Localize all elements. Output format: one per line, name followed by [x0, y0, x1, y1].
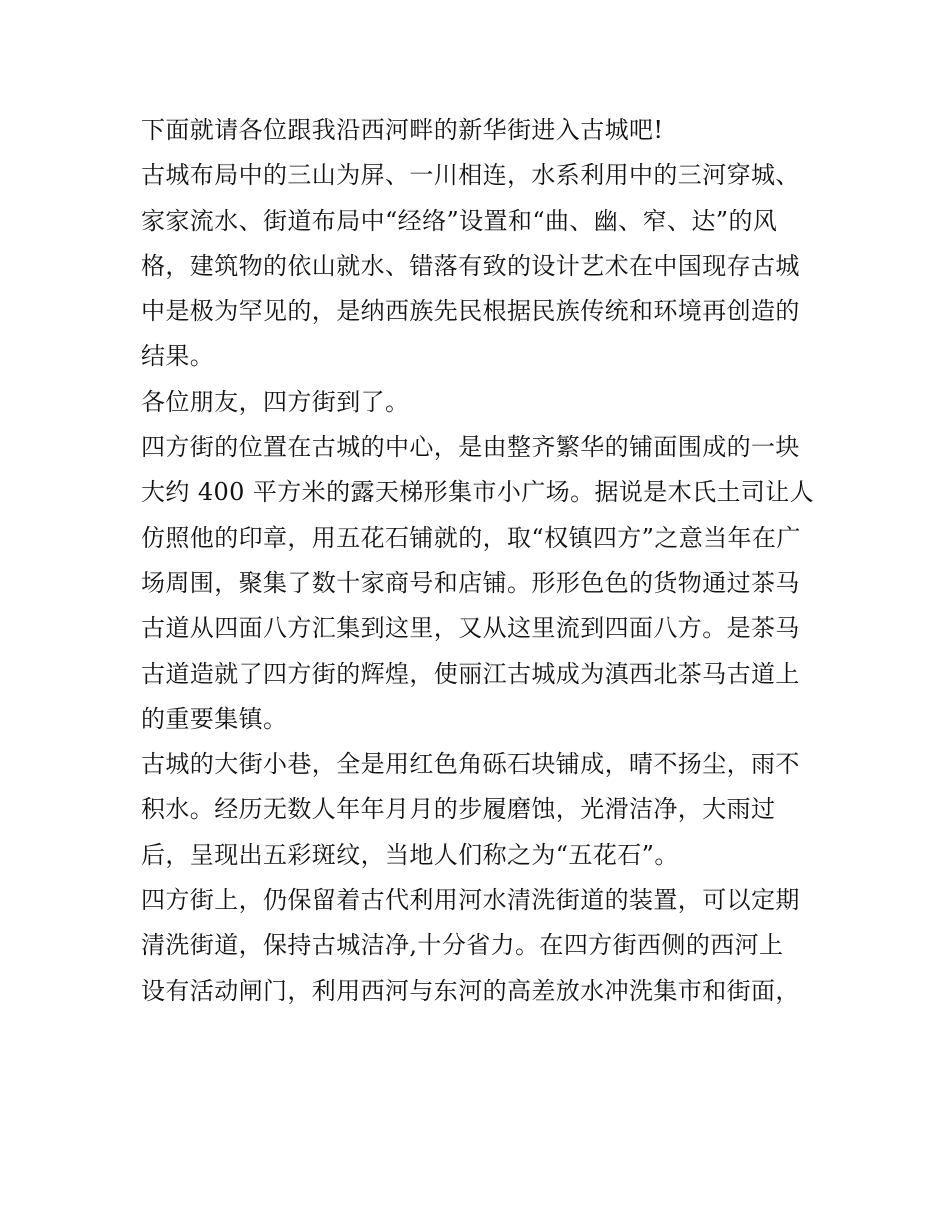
text-line-20: 设有活动闸门，利用西河与东河的高差放水冲洗集市和街面， — [141, 976, 800, 1005]
text-line-3: 家家流水、街道布局中“经络”设置和“曲、幽、窄、达”的风 — [141, 206, 778, 235]
text-line-15: 古城的大街小巷，全是用红色角砾石块铺成，晴不扬尘，雨不 — [141, 750, 800, 779]
text-line-10: 仿照他的印章，用五花石铺就的，取“权镇四方”之意当年在广 — [141, 523, 801, 552]
text-line-4: 格，建筑物的依山就水、错落有致的设计艺术在中国现存古城 — [141, 251, 800, 280]
text-line-2: 古城布局中的三山为屏、一川相连，水系利用中的三河穿城、 — [141, 161, 800, 190]
text-line-11: 场周围，聚集了数十家商号和店铺。形形色色的货物通过茶马 — [141, 568, 800, 597]
text-line-5: 中是极为罕见的，是纳西族先民根据民族传统和环境再创造的 — [141, 297, 800, 326]
text-line-18: 四方街上，仍保留着古代利用河水清洗街道的装置，可以定期 — [141, 886, 800, 915]
text-line-17: 后，呈现出五彩斑纹，当地人们称之为“五花石”。 — [141, 840, 679, 869]
text-line-16: 积水。经历无数人年年月月的步履磨蚀，光滑洁净，大雨过 — [141, 795, 776, 824]
text-line-12: 古道从四面八方汇集到这里，又从这里流到四面八方。是茶马 — [141, 614, 800, 643]
text-line-1: 下面就请各位跟我沿西河畔的新华街进入古城吧! — [141, 116, 664, 144]
text-line-6: 结果。 — [141, 342, 215, 371]
text-line-19: 清洗街道，保持古城洁净,十分省力。在四方街西侧的西河上 — [141, 931, 784, 960]
text-line-8: 四方街的位置在古城的中心，是由整齐繁华的铺面围成的一块 — [141, 433, 800, 462]
text-line-14: 的重要集镇。 — [141, 704, 288, 733]
text-line-7: 各位朋友，四方街到了。 — [141, 387, 410, 416]
text-line-13: 古道造就了四方街的辉煌，使丽江古城成为滇西北茶马古道上 — [141, 659, 800, 688]
text-line-9: 大约 400 平方米的露天梯形集市小广场。据说是木氏土司让人 — [141, 478, 815, 507]
document-body — [141, 108, 821, 1014]
